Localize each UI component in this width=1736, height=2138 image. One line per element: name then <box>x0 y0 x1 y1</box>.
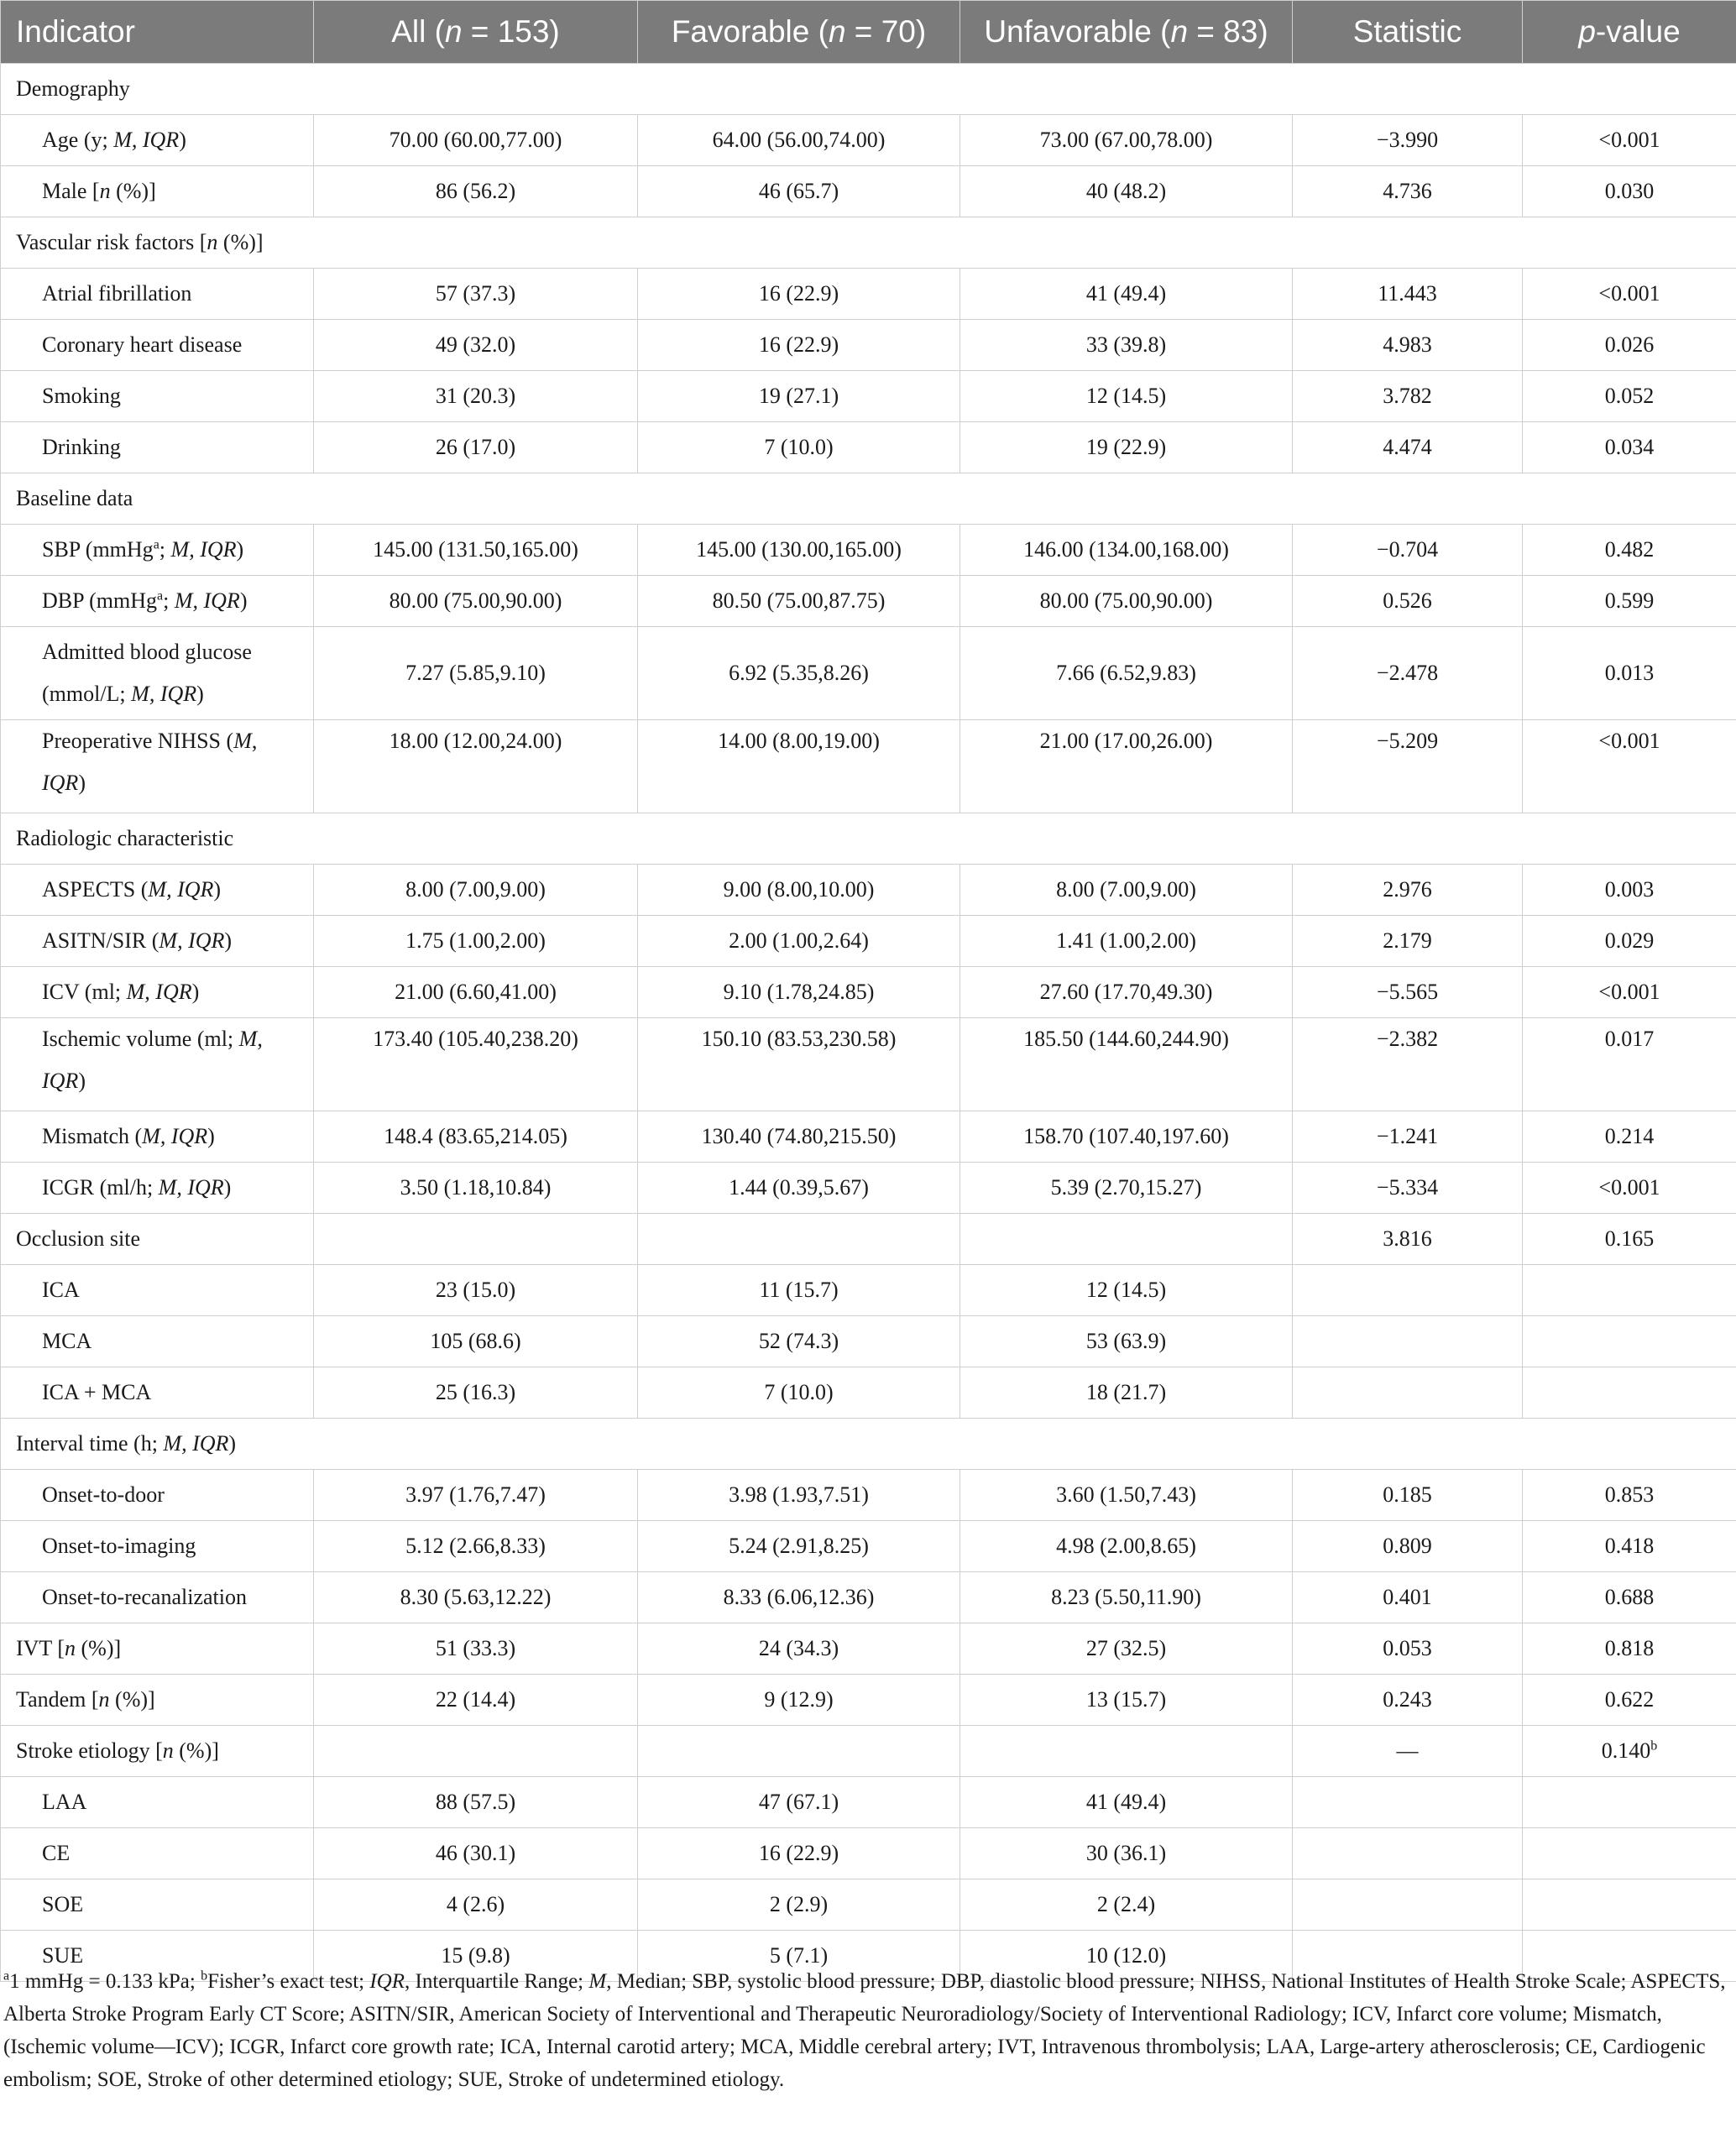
cell-unfavorable: 19 (22.9) <box>960 422 1293 473</box>
cell-unfavorable: 4.98 (2.00,8.65) <box>960 1521 1293 1572</box>
table-row <box>1 166 1736 217</box>
cell-all: 23 (15.0) <box>314 1265 638 1316</box>
cell-unfavorable: 33 (39.8) <box>960 320 1293 371</box>
cell-favorable: 7 (10.0) <box>638 422 960 473</box>
cell-unfavorable: 146.00 (134.00,168.00) <box>960 525 1293 576</box>
section-row <box>1 813 1736 865</box>
cell-unfavorable: 3.60 (1.50,7.43) <box>960 1470 1293 1521</box>
cell-unfavorable: 30 (36.1) <box>960 1828 1293 1879</box>
cell-favorable <box>638 1214 960 1265</box>
cell-all: 25 (16.3) <box>314 1367 638 1419</box>
cell-favorable: 14.00 (8.00,19.00) <box>638 720 960 813</box>
cell-p-value: 0.688 <box>1523 1572 1736 1623</box>
row-label: Age (y; M, IQR) <box>1 115 314 166</box>
cell-statistic <box>1293 1828 1523 1879</box>
cell-favorable: 8.33 (6.06,12.36) <box>638 1572 960 1623</box>
cell-p-value: <0.001 <box>1523 269 1736 320</box>
table-row <box>1 422 1736 473</box>
cell-all: 31 (20.3) <box>314 371 638 422</box>
table-row <box>1 1726 1736 1777</box>
cell-all: 105 (68.6) <box>314 1316 638 1367</box>
table-row <box>1 1521 1736 1572</box>
section-demography: Demography <box>1 64 1736 115</box>
cell-statistic: −3.990 <box>1293 115 1523 166</box>
header-row <box>1 1 1736 64</box>
section-row <box>1 1419 1736 1470</box>
cell-statistic: 0.053 <box>1293 1623 1523 1675</box>
table-row <box>1 1572 1736 1623</box>
cell-all: 88 (57.5) <box>314 1777 638 1828</box>
cell-all <box>314 1214 638 1265</box>
cell-favorable: 64.00 (56.00,74.00) <box>638 115 960 166</box>
cell-p-value <box>1523 1265 1736 1316</box>
table-row <box>1 1828 1736 1879</box>
row-label: Ischemic volume (ml; M, IQR) <box>1 1018 314 1111</box>
cell-unfavorable: 8.23 (5.50,11.90) <box>960 1572 1293 1623</box>
table-row <box>1 115 1736 166</box>
table-row <box>1 720 1736 813</box>
cell-unfavorable: 13 (15.7) <box>960 1675 1293 1726</box>
cell-all: 7.27 (5.85,9.10) <box>314 627 638 720</box>
cell-p-value: 0.418 <box>1523 1521 1736 1572</box>
cell-unfavorable: 27.60 (17.70,49.30) <box>960 967 1293 1018</box>
table-row <box>1 1163 1736 1214</box>
row-label: SUE <box>1 1931 314 1982</box>
cell-all: 4 (2.6) <box>314 1879 638 1931</box>
cell-statistic: −5.565 <box>1293 967 1523 1018</box>
row-label: SBP (mmHg$^a$; M, IQR) <box>1 525 314 576</box>
table-row <box>1 1367 1736 1419</box>
cell-favorable: 145.00 (130.00,165.00) <box>638 525 960 576</box>
table-row <box>1 269 1736 320</box>
cell-favorable: 24 (34.3) <box>638 1623 960 1675</box>
cell-statistic: 0.185 <box>1293 1470 1523 1521</box>
table-row <box>1 576 1736 627</box>
cell-unfavorable: 53 (63.9) <box>960 1316 1293 1367</box>
row-label: Atrial fibrillation <box>1 269 314 320</box>
section-radiologic: Radiologic characteristic <box>1 813 1736 865</box>
header-p-value: p-value <box>1523 1 1736 64</box>
row-label: Male [n (%)] <box>1 166 314 217</box>
cell-all: 5.12 (2.66,8.33) <box>314 1521 638 1572</box>
table-row <box>1 1879 1736 1931</box>
cell-p-value: 0.030 <box>1523 166 1736 217</box>
section-baseline: Baseline data <box>1 473 1736 525</box>
cell-all: 80.00 (75.00,90.00) <box>314 576 638 627</box>
header-statistic: Statistic <box>1293 1 1523 64</box>
row-label: LAA <box>1 1777 314 1828</box>
cell-unfavorable: 21.00 (17.00,26.00) <box>960 720 1293 813</box>
cell-unfavorable: 8.00 (7.00,9.00) <box>960 865 1293 916</box>
cell-statistic: −2.478 <box>1293 627 1523 720</box>
cell-p-value: 0.165 <box>1523 1214 1736 1265</box>
row-label: Stroke etiology [n (%)] <box>1 1726 314 1777</box>
row-label: Onset-to-imaging <box>1 1521 314 1572</box>
cell-p-value: 0.026 <box>1523 320 1736 371</box>
table-row <box>1 1265 1736 1316</box>
cell-p-value: <0.001 <box>1523 720 1736 813</box>
cell-statistic: −5.334 <box>1293 1163 1523 1214</box>
cell-favorable: 2 (2.9) <box>638 1879 960 1931</box>
cell-statistic: 4.983 <box>1293 320 1523 371</box>
cell-unfavorable <box>960 1214 1293 1265</box>
cell-favorable: 9.00 (8.00,10.00) <box>638 865 960 916</box>
cell-p-value: 0.052 <box>1523 371 1736 422</box>
table-row <box>1 525 1736 576</box>
table-row <box>1 1214 1736 1265</box>
cell-all: 8.30 (5.63,12.22) <box>314 1572 638 1623</box>
cell-all: 15 (9.8) <box>314 1931 638 1982</box>
cell-unfavorable: 80.00 (75.00,90.00) <box>960 576 1293 627</box>
cell-unfavorable: 10 (12.0) <box>960 1931 1293 1982</box>
cell-all: 26 (17.0) <box>314 422 638 473</box>
cell-p-value: 0.034 <box>1523 422 1736 473</box>
cell-statistic: −1.241 <box>1293 1111 1523 1163</box>
cell-all: 173.40 (105.40,238.20) <box>314 1018 638 1111</box>
cell-all: 148.4 (83.65,214.05) <box>314 1111 638 1163</box>
row-label: Onset-to-door <box>1 1470 314 1521</box>
cell-all: 145.00 (131.50,165.00) <box>314 525 638 576</box>
cell-unfavorable: 73.00 (67.00,78.00) <box>960 115 1293 166</box>
cell-unfavorable: 41 (49.4) <box>960 1777 1293 1828</box>
table-row <box>1 1470 1736 1521</box>
cell-statistic: 0.809 <box>1293 1521 1523 1572</box>
cell-p-value: 0.482 <box>1523 525 1736 576</box>
cell-unfavorable: 12 (14.5) <box>960 371 1293 422</box>
table-row <box>1 627 1736 720</box>
cell-statistic <box>1293 1879 1523 1931</box>
cell-favorable: 9 (12.9) <box>638 1675 960 1726</box>
cell-unfavorable: 12 (14.5) <box>960 1265 1293 1316</box>
cell-all <box>314 1726 638 1777</box>
cell-favorable: 7 (10.0) <box>638 1367 960 1419</box>
row-label: Drinking <box>1 422 314 473</box>
cell-statistic: −2.382 <box>1293 1018 1523 1111</box>
cell-favorable <box>638 1726 960 1777</box>
cell-p-value <box>1523 1879 1736 1931</box>
row-label: MCA <box>1 1316 314 1367</box>
cell-all: 51 (33.3) <box>314 1623 638 1675</box>
cell-p-value: 0.003 <box>1523 865 1736 916</box>
table-row <box>1 320 1736 371</box>
cell-unfavorable: 2 (2.4) <box>960 1879 1293 1931</box>
row-label: IVT [n (%)] <box>1 1623 314 1675</box>
cell-all: 57 (37.3) <box>314 269 638 320</box>
row-label: Coronary heart disease <box>1 320 314 371</box>
cell-favorable: 11 (15.7) <box>638 1265 960 1316</box>
cell-all: 49 (32.0) <box>314 320 638 371</box>
cell-favorable: 47 (67.1) <box>638 1777 960 1828</box>
cell-p-value: 0.622 <box>1523 1675 1736 1726</box>
cell-p-value: 0.029 <box>1523 916 1736 967</box>
cell-statistic: 4.474 <box>1293 422 1523 473</box>
table-row <box>1 967 1736 1018</box>
cell-unfavorable: 7.66 (6.52,9.83) <box>960 627 1293 720</box>
cell-favorable: 46 (65.7) <box>638 166 960 217</box>
cell-statistic: 0.401 <box>1293 1572 1523 1623</box>
cell-favorable: 52 (74.3) <box>638 1316 960 1367</box>
cell-statistic: 2.179 <box>1293 916 1523 967</box>
row-label: DBP (mmHg$^a$; M, IQR) <box>1 576 314 627</box>
table-row <box>1 1018 1736 1111</box>
cell-favorable: 150.10 (83.53,230.58) <box>638 1018 960 1111</box>
cell-statistic <box>1293 1367 1523 1419</box>
table-row <box>1 1777 1736 1828</box>
cell-statistic: — <box>1293 1726 1523 1777</box>
cell-favorable: 130.40 (74.80,215.50) <box>638 1111 960 1163</box>
row-label: ICA + MCA <box>1 1367 314 1419</box>
header-favorable: Favorable (n = 70) <box>638 1 960 64</box>
cell-p-value: 0.599 <box>1523 576 1736 627</box>
header-indicator: Indicator <box>1 1 314 64</box>
cell-favorable: 1.44 (0.39,5.67) <box>638 1163 960 1214</box>
section-row <box>1 217 1736 269</box>
row-label: Smoking <box>1 371 314 422</box>
cell-unfavorable: 158.70 (107.40,197.60) <box>960 1111 1293 1163</box>
cell-p-value <box>1523 1316 1736 1367</box>
row-label: ICA <box>1 1265 314 1316</box>
row-label: ICV (ml; M, IQR) <box>1 967 314 1018</box>
header-unfavorable: Unfavorable (n = 83) <box>960 1 1293 64</box>
section-interval: Interval time (h; M, IQR) <box>1 1419 1736 1470</box>
row-label: SOE <box>1 1879 314 1931</box>
row-label: Tandem [n (%)] <box>1 1675 314 1726</box>
cell-favorable: 5 (7.1) <box>638 1931 960 1982</box>
row-label: Mismatch (M, IQR) <box>1 1111 314 1163</box>
cell-p-value <box>1523 1777 1736 1828</box>
table-row <box>1 1111 1736 1163</box>
cell-statistic <box>1293 1777 1523 1828</box>
cell-statistic: 0.526 <box>1293 576 1523 627</box>
cell-unfavorable: 1.41 (1.00,2.00) <box>960 916 1293 967</box>
section-row <box>1 473 1736 525</box>
cell-unfavorable: 41 (49.4) <box>960 269 1293 320</box>
cell-all: 46 (30.1) <box>314 1828 638 1879</box>
cell-favorable: 19 (27.1) <box>638 371 960 422</box>
cell-all: 22 (14.4) <box>314 1675 638 1726</box>
table-row <box>1 865 1736 916</box>
row-label: Preoperative NIHSS (M, IQR) <box>1 720 314 813</box>
cell-unfavorable: 18 (21.7) <box>960 1367 1293 1419</box>
row-label: Occlusion site <box>1 1214 314 1265</box>
cell-statistic: 2.976 <box>1293 865 1523 916</box>
cell-p-value: <0.001 <box>1523 967 1736 1018</box>
cell-statistic <box>1293 1316 1523 1367</box>
cell-statistic <box>1293 1265 1523 1316</box>
section-vascular: Vascular risk factors [n (%)] <box>1 217 1736 269</box>
table-row <box>1 371 1736 422</box>
cell-p-value <box>1523 1367 1736 1419</box>
cell-statistic: −5.209 <box>1293 720 1523 813</box>
cell-p-value: <0.001 <box>1523 1163 1736 1214</box>
section-row <box>1 64 1736 115</box>
cell-p-value: 0.013 <box>1523 627 1736 720</box>
cell-p-value: <0.001 <box>1523 115 1736 166</box>
cell-favorable: 16 (22.9) <box>638 320 960 371</box>
cell-statistic: 3.782 <box>1293 371 1523 422</box>
cell-p-value: 0.853 <box>1523 1470 1736 1521</box>
row-label: Onset-to-recanalization <box>1 1572 314 1623</box>
cell-p-value: 0.214 <box>1523 1111 1736 1163</box>
cell-favorable: 5.24 (2.91,8.25) <box>638 1521 960 1572</box>
cell-all: 1.75 (1.00,2.00) <box>314 916 638 967</box>
cell-p-value: 0.017 <box>1523 1018 1736 1111</box>
cell-statistic: 11.443 <box>1293 269 1523 320</box>
cell-statistic: 4.736 <box>1293 166 1523 217</box>
cell-all: 3.50 (1.18,10.84) <box>314 1163 638 1214</box>
cell-unfavorable: 27 (32.5) <box>960 1623 1293 1675</box>
row-label: ICGR (ml/h; M, IQR) <box>1 1163 314 1214</box>
cell-p-value: 0.140$^b$ <box>1523 1726 1736 1777</box>
cell-all: 3.97 (1.76,7.47) <box>314 1470 638 1521</box>
table-footnote: $^a$1 mmHg = 0.133 kPa; $^b$Fisher’s exact test; IQR, Interquartile Range; M, Median; SBP, systolic blood pressure; DBP, diastolic blood pressure; NIHSS, National Institutes of Health Stroke Scale; ASPECTS, Alberta Stroke Program Early CT Score; ASITN/SIR, American Society of Interventional and Therapeutic Neuroradiology/Society of Interventional Radiology; ICV, Infarct core volume; Mismatch, (Ischemic volume—ICV); ICGR, Infarct core growth rate; ICA, Internal carotid artery; MCA, Middle cerebral artery; IVT, Intravenous thrombolysis; LAA, Large-artery atherosclerosis; CE, Cardiogenic embolism; SOE, Stroke of other determined etiology; SUE, Stroke of undetermined etiology. <box>3 1968 1726 2091</box>
cell-favorable: 3.98 (1.93,7.51) <box>638 1470 960 1521</box>
cell-all: 70.00 (60.00,77.00) <box>314 115 638 166</box>
row-label: ASPECTS (M, IQR) <box>1 865 314 916</box>
row-label: CE <box>1 1828 314 1879</box>
cell-p-value: 0.818 <box>1523 1623 1736 1675</box>
cell-p-value <box>1523 1828 1736 1879</box>
table-row <box>1 1623 1736 1675</box>
table-row <box>1 916 1736 967</box>
cell-all: 21.00 (6.60,41.00) <box>314 967 638 1018</box>
cell-all: 86 (56.2) <box>314 166 638 217</box>
cell-all: 18.00 (12.00,24.00) <box>314 720 638 813</box>
cell-unfavorable: 185.50 (144.60,244.90) <box>960 1018 1293 1111</box>
cell-statistic: 0.243 <box>1293 1675 1523 1726</box>
cell-all: 8.00 (7.00,9.00) <box>314 865 638 916</box>
cell-favorable: 6.92 (5.35,8.26) <box>638 627 960 720</box>
row-label: Admitted blood glucose (mmol/L; M, IQR) <box>1 627 314 720</box>
table-row <box>1 1316 1736 1367</box>
cell-statistic: −0.704 <box>1293 525 1523 576</box>
cell-unfavorable: 5.39 (2.70,15.27) <box>960 1163 1293 1214</box>
cell-favorable: 2.00 (1.00,2.64) <box>638 916 960 967</box>
cell-favorable: 16 (22.9) <box>638 269 960 320</box>
cell-statistic: 3.816 <box>1293 1214 1523 1265</box>
cell-unfavorable <box>960 1726 1293 1777</box>
cell-favorable: 9.10 (1.78,24.85) <box>638 967 960 1018</box>
cell-favorable: 80.50 (75.00,87.75) <box>638 576 960 627</box>
row-label: ASITN/SIR (M, IQR) <box>1 916 314 967</box>
cell-unfavorable: 40 (48.2) <box>960 166 1293 217</box>
cell-favorable: 16 (22.9) <box>638 1828 960 1879</box>
header-all: All (n = 153) <box>314 1 638 64</box>
table-row <box>1 1675 1736 1726</box>
